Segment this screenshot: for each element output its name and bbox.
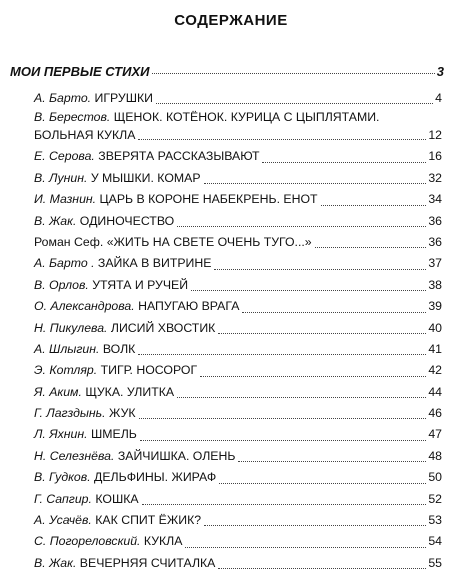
entry-page-number: 55 [428, 555, 442, 570]
toc-entry[interactable] [34, 232, 442, 253]
dot-leader [138, 354, 426, 355]
entry-author: А. Барто . [34, 256, 95, 271]
entry-page-number: 40 [428, 320, 442, 335]
entry-title: ЛИСИЙ ХВОСТИК [110, 320, 216, 335]
entry-title: ЗАЙЧИШКА. ОЛЕНЬ [117, 448, 236, 463]
toc-entry[interactable] [34, 382, 442, 403]
entry-author: В. Берестов. [34, 110, 111, 125]
toc-entry[interactable] [34, 360, 442, 381]
entry-title-continued: БОЛЬНАЯ КУКЛА [34, 128, 136, 143]
entry-author: В. Лунин. [34, 170, 88, 185]
entry-title: У МЫШКИ. КОМАР [90, 170, 201, 185]
dot-leader [138, 139, 426, 140]
entry-author: О. Александрова. [34, 299, 135, 314]
entry-author: Роман Сеф. [34, 234, 104, 249]
dot-leader [177, 397, 426, 398]
entry-title: ЗВЕРЯТА РАССКАЗЫВАЮТ [98, 149, 260, 164]
dot-leader [177, 226, 426, 227]
dot-leader [219, 483, 426, 484]
toc-entry[interactable] [34, 339, 442, 360]
entry-title: КАК СПИТ ЁЖИК? [95, 513, 202, 528]
dot-leader [156, 103, 433, 104]
entry-author: А. Усачёв. [34, 513, 92, 528]
toc-entry[interactable] [34, 318, 442, 339]
entry-title: ЖУК [108, 406, 136, 421]
entry-title: КУКЛА [143, 534, 183, 549]
entry-author: Г. Сапгир. [34, 491, 92, 506]
entry-title: ОДИНОЧЕСТВО [79, 213, 175, 228]
toc-entry[interactable] [34, 403, 442, 424]
entry-page-number: 48 [428, 448, 442, 463]
dot-leader [185, 547, 426, 548]
entry-page-number: 53 [428, 513, 442, 528]
toc-entry[interactable] [34, 296, 442, 317]
dot-leader [140, 440, 426, 441]
entry-author: В. Жак. [34, 555, 77, 570]
toc-entry[interactable] [34, 109, 442, 146]
entry-page-number: 50 [428, 470, 442, 485]
dot-leader [204, 525, 426, 526]
entry-author: И. Мазнин. [34, 192, 97, 207]
entry-page-number: 39 [428, 299, 442, 314]
dot-leader [200, 376, 426, 377]
toc-entry[interactable] [34, 253, 442, 274]
entry-title: ЩУКА. УЛИТКА [85, 384, 175, 399]
section-title: МОИ ПЕРВЫЕ СТИХИ [10, 64, 150, 79]
toc-section[interactable] [10, 64, 444, 79]
entry-page-number: 42 [428, 363, 442, 378]
entry-page-number: 16 [428, 149, 442, 164]
dot-leader [238, 461, 426, 462]
entry-page-number: 36 [428, 213, 442, 228]
entry-page-number: 4 [435, 91, 442, 105]
entry-page-number: 52 [428, 491, 442, 506]
entry-page-number: 54 [428, 534, 442, 549]
entry-author: А. Шлыгин. [34, 341, 100, 356]
toc-entry[interactable] [34, 211, 442, 232]
dot-leader [218, 568, 426, 569]
entry-author: С. Погореловский. [34, 534, 141, 549]
toc-entry[interactable] [34, 189, 442, 210]
toc-entry[interactable] [34, 168, 442, 189]
toc-entry[interactable] [34, 510, 442, 531]
toc-entries [34, 88, 442, 574]
entry-page-number: 37 [428, 256, 442, 271]
entry-title: НАПУГАЮ ВРАГА [138, 299, 240, 314]
entry-title: ВЕЧЕРНЯЯ СЧИТАЛКА [79, 555, 216, 570]
dot-leader [142, 504, 427, 505]
dot-leader [152, 73, 434, 74]
toc-entry[interactable] [34, 146, 442, 167]
entry-title: УТЯТА И РУЧЕЙ [92, 277, 189, 292]
dot-leader [262, 162, 426, 163]
entry-author: Я. Аким. [34, 384, 82, 399]
dot-leader [204, 183, 427, 184]
entry-title: ШМЕЛЬ [91, 427, 137, 442]
toc-entry[interactable] [34, 553, 442, 574]
entry-page-number: 34 [428, 192, 442, 207]
entry-author: В. Гудков. [34, 470, 91, 485]
dot-leader [191, 290, 426, 291]
dot-leader [214, 269, 426, 270]
entry-author: Н. Селезнёва. [34, 448, 115, 463]
entry-page-number: 46 [428, 406, 442, 421]
entry-title: ТИГР. НОСОРОГ [100, 363, 198, 378]
page-title: СОДЕРЖАНИЕ [174, 12, 288, 29]
dot-leader [139, 418, 427, 419]
entry-title: ЗАЙКА В ВИТРИНЕ [97, 256, 212, 271]
entry-author: Э. Котляр. [34, 363, 98, 378]
toc-entry[interactable] [34, 467, 442, 488]
dot-leader [315, 247, 427, 248]
toc-entry[interactable] [34, 88, 442, 109]
entry-page-number: 47 [428, 427, 442, 442]
dot-leader [218, 333, 426, 334]
entry-title: «ЖИТЬ НА СВЕТЕ ОЧЕНЬ ТУГО...» [106, 234, 312, 249]
entry-page-number: 41 [428, 341, 442, 356]
toc-entry[interactable] [34, 275, 442, 296]
entry-page-number: 38 [428, 277, 442, 292]
entry-author: А. Барто. [34, 91, 92, 105]
entry-title: ЦАРЬ В КОРОНЕ НАБЕКРЕНЬ. ЕНОТ [99, 192, 318, 207]
entry-author: В. Жак. [34, 213, 77, 228]
toc-entry[interactable] [34, 424, 442, 445]
entry-author: Г. Лагздынь. [34, 406, 106, 421]
entry-title: ЩЕНОК. КОТЁНОК. КУРИЦА С ЦЫПЛЯТАМИ. [113, 110, 380, 125]
entry-page-number: 36 [428, 234, 442, 249]
entry-author: Л. Яхнин. [34, 427, 88, 442]
entry-page-number: 32 [428, 170, 442, 185]
toc-entry[interactable] [34, 446, 442, 467]
entry-title: ДЕЛЬФИНЫ. ЖИРАФ [94, 470, 217, 485]
section-page-number: 3 [436, 64, 444, 79]
entry-title: ИГРУШКИ [94, 91, 154, 105]
entry-author: Е. Серова. [34, 149, 95, 164]
dot-leader [242, 312, 426, 313]
entry-author: Н. Пикулева. [34, 320, 108, 335]
toc-entry[interactable] [34, 489, 442, 510]
entry-page-number: 12 [428, 128, 442, 143]
entry-author: В. Орлов. [34, 277, 89, 292]
dot-leader [321, 205, 427, 206]
entry-title: КОШКА [95, 491, 139, 506]
entry-page-number: 44 [428, 384, 442, 399]
entry-title: ВОЛК [102, 341, 136, 356]
